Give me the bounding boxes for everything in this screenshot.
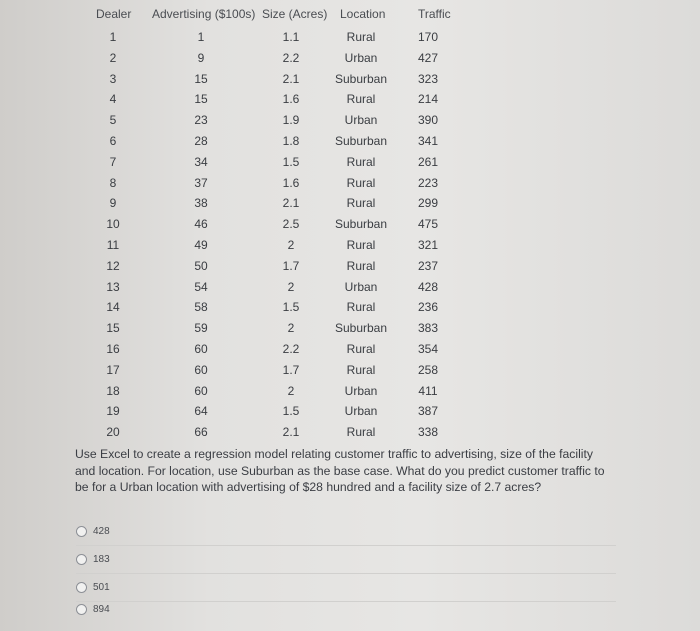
table-header-row: [80, 7, 480, 25]
cell-size: 2.2: [282, 50, 300, 65]
table-row: [80, 404, 480, 424]
cell-location: Suburban: [334, 71, 388, 86]
cell-dealer: 4: [109, 92, 117, 107]
cell-size: 1.8: [282, 134, 300, 148]
cell-location: Rural: [346, 425, 376, 440]
cell-size: 1.1: [282, 30, 300, 44]
answer-option[interactable]: [76, 518, 616, 546]
cell-traffic: 299: [417, 196, 439, 211]
cell-size: 2: [287, 321, 295, 336]
table-row: [80, 342, 480, 362]
cell-size: 2.1: [282, 71, 300, 86]
cell-traffic: 261: [417, 154, 439, 169]
radio-button[interactable]: [76, 582, 87, 593]
header-size: Size (Acres): [262, 7, 328, 21]
cell-location: Rural: [346, 300, 376, 315]
cell-location: Urban: [344, 50, 378, 65]
cell-location: Rural: [346, 362, 376, 377]
cell-size: 2: [287, 279, 295, 294]
cell-advertising: 49: [194, 238, 208, 252]
cell-traffic: 323: [417, 71, 439, 86]
cell-size: 1.6: [282, 175, 300, 190]
cell-location: Rural: [346, 154, 376, 169]
cell-advertising: 60: [194, 383, 208, 398]
cell-location: Suburban: [334, 217, 388, 232]
table-row: [80, 72, 480, 92]
cell-traffic: 387: [417, 404, 439, 419]
cell-advertising: 66: [194, 425, 208, 440]
cell-advertising: 28: [194, 134, 208, 148]
cell-size: 1.5: [282, 404, 300, 419]
cell-dealer: 20: [106, 425, 120, 440]
table-row: [80, 30, 480, 50]
table-row: [80, 238, 480, 258]
cell-location: Rural: [346, 342, 376, 356]
cell-advertising: 59: [194, 321, 208, 336]
cell-dealer: 9: [109, 196, 117, 211]
table-row: [80, 155, 480, 175]
cell-advertising: 1: [197, 30, 205, 44]
table-row: [80, 259, 480, 279]
cell-dealer: 17: [106, 362, 120, 377]
cell-dealer: 12: [106, 258, 120, 273]
table-row: [80, 176, 480, 196]
cell-location: Rural: [346, 92, 376, 107]
cell-dealer: 8: [109, 175, 117, 190]
cell-advertising: 50: [194, 258, 208, 273]
cell-traffic: 214: [417, 92, 439, 107]
table-row: [80, 134, 480, 154]
radio-button[interactable]: [76, 526, 87, 537]
answer-option-label: 894: [93, 603, 110, 615]
cell-advertising: 54: [194, 279, 208, 294]
cell-dealer: 18: [106, 383, 120, 398]
cell-traffic: 321: [417, 238, 439, 252]
cell-size: 2.2: [282, 342, 300, 356]
cell-advertising: 15: [194, 92, 208, 107]
cell-traffic: 427: [417, 50, 439, 65]
cell-advertising: 58: [194, 300, 208, 315]
cell-dealer: 15: [106, 321, 120, 336]
header-dealer: Dealer: [96, 7, 132, 21]
table-row: [80, 51, 480, 71]
radio-button[interactable]: [76, 554, 87, 565]
cell-traffic: 236: [417, 300, 439, 315]
radio-button[interactable]: [76, 604, 87, 615]
cell-dealer: 16: [106, 342, 120, 356]
cell-advertising: 46: [194, 217, 208, 232]
answer-option-label: 501: [93, 582, 110, 593]
cell-advertising: 23: [194, 113, 208, 128]
cell-advertising: 60: [194, 362, 208, 377]
header-traffic: Traffic: [418, 7, 451, 21]
cell-traffic: 390: [417, 113, 439, 128]
cell-dealer: 14: [106, 300, 120, 315]
cell-advertising: 37: [194, 175, 208, 190]
answer-option[interactable]: [76, 546, 616, 574]
cell-advertising: 9: [197, 50, 205, 65]
header-advertising: Advertising ($100s): [152, 7, 256, 21]
table-row: [80, 384, 480, 404]
cell-traffic: 341: [417, 134, 439, 148]
answer-option-label: 428: [93, 526, 110, 537]
cell-traffic: 237: [417, 258, 439, 273]
cell-size: 1.5: [282, 300, 300, 315]
cell-dealer: 2: [109, 50, 117, 65]
table-row: [80, 300, 480, 320]
cell-traffic: 338: [417, 425, 439, 440]
cell-dealer: 7: [109, 154, 117, 169]
table-row: [80, 280, 480, 300]
table-row: [80, 217, 480, 237]
table-row: [80, 363, 480, 383]
cell-size: 2.1: [282, 425, 300, 440]
cell-location: Rural: [346, 175, 376, 190]
cell-dealer: 13: [106, 279, 120, 294]
answer-option[interactable]: [76, 602, 616, 616]
table-row: [80, 196, 480, 216]
cell-advertising: 15: [194, 71, 208, 86]
cell-location: Urban: [344, 113, 378, 128]
cell-advertising: 34: [194, 154, 208, 169]
cell-size: 2: [287, 238, 295, 252]
cell-size: 1.6: [282, 92, 300, 107]
cell-size: 2.5: [282, 217, 300, 232]
table-row: [80, 425, 480, 445]
question-text: Use Excel to create a regression model relating customer traffic to advertising, size of the facility and location. For location, use Suburban as the base case. What do you predict customer traffic to be for a Urban location with advertising of $28 hundred and a facility size of 2.7 acres?: [75, 447, 605, 494]
cell-location: Rural: [346, 238, 376, 252]
cell-size: 2.1: [282, 196, 300, 211]
cell-traffic: 170: [417, 30, 439, 44]
cell-traffic: 475: [417, 217, 439, 232]
cell-dealer: 11: [106, 238, 120, 252]
cell-traffic: 383: [417, 321, 439, 336]
cell-traffic: 411: [418, 383, 438, 398]
cell-dealer: 1: [109, 30, 117, 44]
cell-advertising: 64: [194, 404, 208, 419]
answer-option-label: 183: [93, 554, 110, 565]
cell-location: Urban: [344, 404, 378, 419]
cell-size: 1.5: [282, 154, 300, 169]
cell-location: Rural: [346, 258, 376, 273]
cell-traffic: 258: [417, 362, 439, 377]
cell-advertising: 60: [194, 342, 208, 356]
cell-dealer: 3: [109, 71, 117, 86]
table-row: [80, 321, 480, 341]
cell-location: Rural: [346, 196, 376, 211]
cell-advertising: 38: [194, 196, 208, 211]
cell-dealer: 19: [106, 404, 120, 419]
cell-location: Rural: [346, 30, 376, 44]
cell-traffic: 428: [417, 279, 439, 294]
table-row: [80, 113, 480, 133]
answer-option[interactable]: [76, 574, 616, 602]
cell-location: Urban: [344, 383, 378, 398]
cell-size: 1.7: [282, 362, 300, 377]
answer-options: [76, 518, 616, 616]
cell-dealer: 5: [109, 113, 117, 128]
table-row: [80, 92, 480, 112]
cell-size: 1.9: [282, 113, 300, 128]
header-location: Location: [340, 7, 386, 21]
cell-location: Suburban: [334, 321, 388, 336]
cell-dealer: 6: [109, 134, 117, 148]
cell-location: Suburban: [334, 134, 388, 148]
cell-size: 1.7: [282, 258, 300, 273]
cell-location: Urban: [344, 279, 378, 294]
cell-size: 2: [287, 383, 295, 398]
cell-traffic: 354: [417, 342, 439, 356]
cell-dealer: 10: [106, 217, 120, 232]
cell-traffic: 223: [417, 175, 439, 190]
